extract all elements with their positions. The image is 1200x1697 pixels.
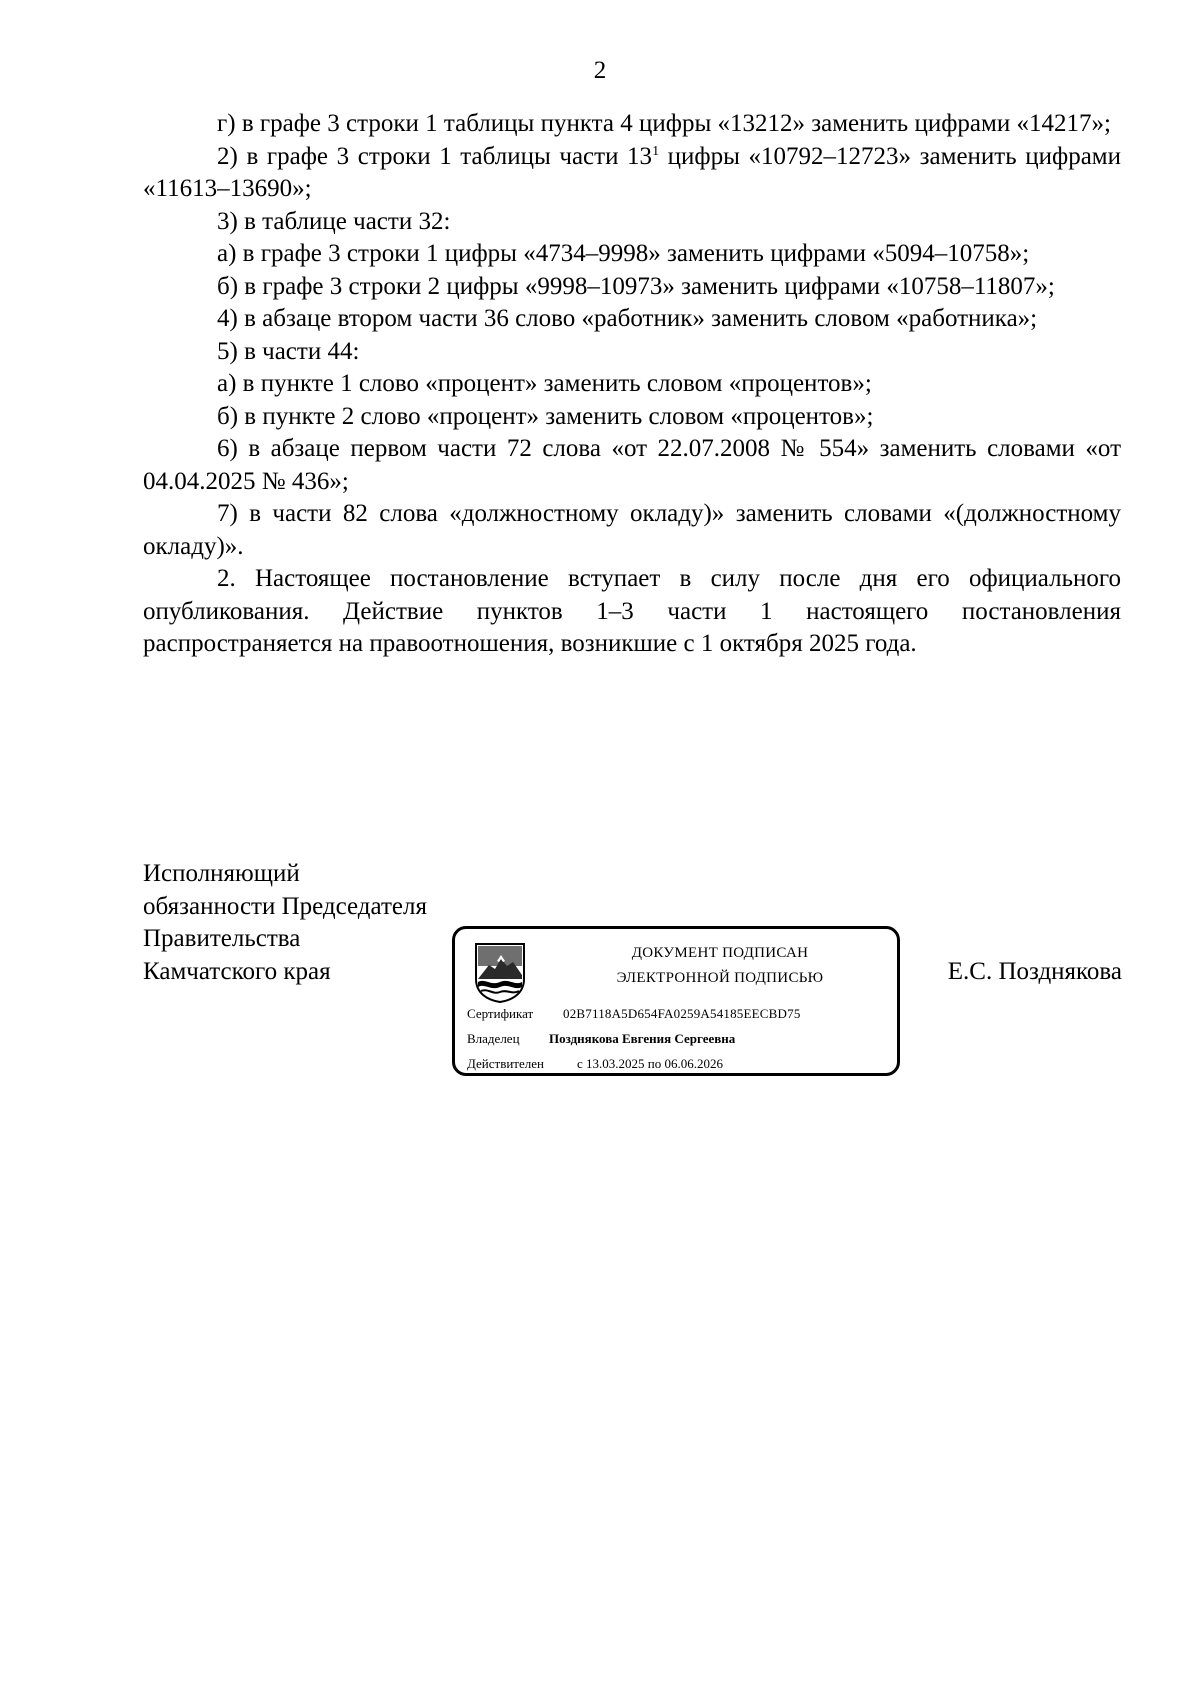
certificate-label: Сертификат xyxy=(467,1006,534,1021)
stamp-heading-line2: ЭЛЕКТРОННОЙ ПОДПИСЬЮ xyxy=(616,970,824,986)
valid-value: с 13.03.2025 по 06.06.2026 xyxy=(577,1056,723,1071)
signer-title-line: Исполняющий xyxy=(143,860,300,887)
paragraph-5b: б) в пункте 2 слово «процент» заменить словом «процентов»; xyxy=(217,402,874,430)
signer-title-line: Правительства xyxy=(143,925,301,952)
owner-label: Владелец xyxy=(467,1031,520,1046)
paragraph-2-start: 2) в графе 3 строки 1 таблицы части 13 xyxy=(217,142,653,170)
kamchatka-coat-of-arms-icon xyxy=(473,941,527,1003)
signer-title xyxy=(143,858,483,988)
paragraph-5: 5) в части 44: xyxy=(217,337,360,365)
paragraph-4: 4) в абзаце втором части 36 слово «работник» заменить словом «работника»; xyxy=(217,305,1038,332)
certificate-value: 02B7118A5D654FA0259A54185EECBD75 xyxy=(563,1006,801,1021)
owner-value: Позднякова Евгения Сергеевна xyxy=(549,1031,736,1046)
paragraph-3b: б) в графе 3 строки 2 цифры «9998–10973» заменить цифрами «10758–11807»; xyxy=(217,272,1055,300)
valid-label: Действителен xyxy=(467,1056,544,1071)
paragraph-1g: г) в графе 3 строки 1 таблицы пункта 4 цифры «13212» заменить цифрами «14217»; xyxy=(217,110,1111,137)
stamp-heading-line1: ДОКУМЕНТ ПОДПИСАН xyxy=(631,945,809,961)
stamp-validity-row xyxy=(467,1055,723,1073)
paragraph-2 xyxy=(143,141,1121,206)
stamp-certificate-row xyxy=(467,1005,801,1023)
paragraph-5a: а) в пункте 1 слово «процент» заменить словом «процентов»; xyxy=(217,370,872,397)
stamp-owner-row xyxy=(467,1030,736,1048)
paragraph-6: 6) в абзаце первом части 72 слова «от 22.07.2008 № 554» заменить словами «от 04.04.2025 № 436»; xyxy=(143,435,1121,495)
electronic-signature-stamp xyxy=(452,926,900,1076)
paragraph-2-end: цифры «10792–12723» заменить цифрами «11613–13690»; xyxy=(143,142,1121,202)
document-body xyxy=(143,108,1121,661)
paragraph-part-2: 2. Настоящее постановление вступает в силу после дня его официального опубликования. Действие пунктов 1–3 части 1 настоящего постановления распространяется на правоотношения, возникшие с 1 октября 2025 года. xyxy=(143,565,1121,657)
superscript-1: 1 xyxy=(652,143,660,159)
paragraph-3a: а) в графе 3 строки 1 цифры «4734–9998» заменить цифрами «5094–10758»; xyxy=(217,240,1030,267)
paragraph-3: 3) в таблице части 32: xyxy=(217,207,451,235)
signer-title-line: Камчатского края xyxy=(143,957,331,985)
signer-name: Е.С. Позднякова xyxy=(947,958,1122,985)
paragraph-7: 7) в части 82 слова «должностному окладу)» заменить словами «(должностному окладу)». xyxy=(143,500,1121,560)
signer-title-line: обязанности Председателя xyxy=(143,892,427,920)
page-number: 2 xyxy=(593,57,607,84)
stamp-heading xyxy=(545,941,895,991)
